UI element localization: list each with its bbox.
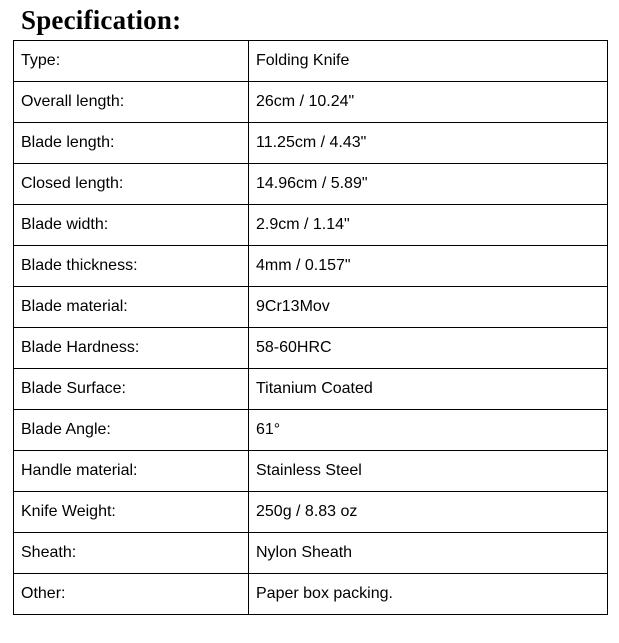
spec-value: 4mm / 0.157"	[249, 246, 608, 287]
table-row	[14, 164, 608, 205]
spec-label: Handle material:	[14, 451, 249, 492]
table-row	[14, 451, 608, 492]
table-row	[14, 287, 608, 328]
spec-label: Blade length:	[14, 123, 249, 164]
spec-label: Sheath:	[14, 533, 249, 574]
table-row	[14, 369, 608, 410]
spec-value: Titanium Coated	[249, 369, 608, 410]
table-row	[14, 328, 608, 369]
table-row	[14, 123, 608, 164]
spec-value: Stainless Steel	[249, 451, 608, 492]
spec-value: 61°	[249, 410, 608, 451]
spec-value: 26cm / 10.24"	[249, 82, 608, 123]
spec-label: Type:	[14, 41, 249, 82]
table-row	[14, 41, 608, 82]
table-row	[14, 492, 608, 533]
spec-label: Blade Hardness:	[14, 328, 249, 369]
spec-label: Blade material:	[14, 287, 249, 328]
table-row	[14, 246, 608, 287]
page-title: Specification:	[21, 5, 182, 35]
table-row	[14, 205, 608, 246]
table-row	[14, 533, 608, 574]
spec-value: 14.96cm / 5.89"	[249, 164, 608, 205]
specification-table	[13, 40, 608, 615]
spec-label: Blade width:	[14, 205, 249, 246]
spec-value: 58-60HRC	[249, 328, 608, 369]
spec-label: Blade Angle:	[14, 410, 249, 451]
spec-label: Knife Weight:	[14, 492, 249, 533]
spec-value: 11.25cm / 4.43"	[249, 123, 608, 164]
spec-label: Other:	[14, 574, 249, 615]
spec-value: 9Cr13Mov	[249, 287, 608, 328]
spec-value: Folding Knife	[249, 41, 608, 82]
spec-value: 250g / 8.83 oz	[249, 492, 608, 533]
spec-label: Closed length:	[14, 164, 249, 205]
spec-value: 2.9cm / 1.14"	[249, 205, 608, 246]
spec-value: Paper box packing.	[249, 574, 608, 615]
spec-label: Blade Surface:	[14, 369, 249, 410]
table-row	[14, 82, 608, 123]
spec-value: Nylon Sheath	[249, 533, 608, 574]
spec-label: Overall length:	[14, 82, 249, 123]
spec-label: Blade thickness:	[14, 246, 249, 287]
table-row	[14, 574, 608, 615]
table-row	[14, 410, 608, 451]
